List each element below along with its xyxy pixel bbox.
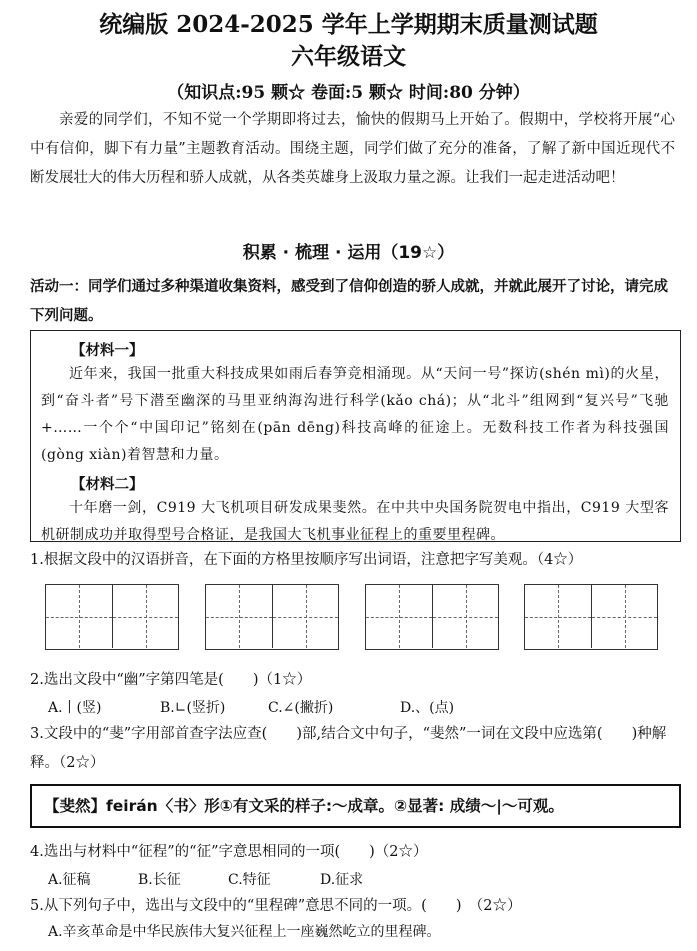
option-b[interactable]: B.长征: [138, 872, 181, 888]
question-2-options: [48, 694, 454, 723]
activity-one: 活动一：同学们通过多种渠道收集资料，感受到了信仰创造的骄人成就，并就此展开了讨论，请完成下列问题。: [30, 278, 668, 324]
question-2: 2.选出文段中“幽”字第四笔是( )（1☆）: [30, 672, 312, 688]
option-c[interactable]: C.∠(撇折): [268, 700, 334, 716]
option-a[interactable]: A.征稿: [48, 872, 91, 888]
section-title: 积累 · 梳理 · 运用（19☆）: [242, 243, 455, 263]
grid-cell[interactable]: [272, 585, 338, 648]
option-d[interactable]: D.、(点): [400, 700, 455, 716]
option-d[interactable]: D.征求: [320, 872, 364, 888]
question-1: 1.根据文段中的汉语拼音，在下面的方格里按顺序写出词语，注意把字写美观。（4☆）: [30, 552, 583, 568]
answer-grid-1[interactable]: [45, 584, 179, 650]
option-c[interactable]: C.特征: [228, 872, 271, 888]
exam-title: 统编版 2024-2025 学年上学期期末质量测试题: [99, 11, 598, 38]
exam-meta: （知识点:95 颗☆ 卷面:5 颗☆ 时间:80 分钟）: [167, 83, 530, 103]
answer-grid-3[interactable]: [365, 584, 499, 650]
question-3: 3.文段中的“斐”字用部首查字法应查( )部,结合文中句子，“斐然”一词在文段中应选第( )种解释。（2☆）: [30, 726, 667, 771]
grid-cell[interactable]: [206, 585, 272, 648]
dictionary-entry-box: 【斐然】feirán〈书〉形①有文采的样子:～成章。②显著: 成绩～|～可观。: [30, 784, 681, 828]
grid-cell[interactable]: [432, 585, 498, 648]
intro-paragraph: 亲爱的同学们，不知不觉一个学期即将过去，愉快的假期马上开始了。假期中，学校将开展“心中有信仰，脚下有力量”主题教育活动。围绕主题，同学们做了充分的准备，了解了新中国近现代不断发展壮大的伟大历程和骄人成就，从各类英雄身上汲取力量之源。让我们一起走进活动吧！: [30, 112, 675, 186]
material-two-heading: 【材料二】: [71, 476, 144, 493]
option-a[interactable]: A.丨(竖): [48, 700, 102, 716]
option-b[interactable]: B.∟(竖折): [160, 700, 226, 716]
material-one-text: 近年来，我国一批重大科技成果如雨后春笋竞相涌现。从“天问一号”探访(shén mì)的火星，到“奋斗者”号下潜至幽深的马里亚纳海沟进行科学(kǎo chá)；从“北斗”组网到“复兴号”飞驰+……一个个“中国印记”铭刻在(pān dēng)科技高峰的征途上。无数科技工作者为科技强国(gòng xiàn)着智慧和力量。: [41, 366, 669, 463]
question-5: 5.从下列句子中，选出与文段中的“里程碑”意思不同的一项。( ) （2☆）: [30, 898, 522, 914]
grid-cell[interactable]: [525, 585, 591, 648]
answer-grid-4[interactable]: [524, 584, 658, 650]
grid-cell[interactable]: [112, 585, 178, 648]
material-one-heading: 【材料一】: [71, 342, 144, 359]
question-5-option-a[interactable]: A.辛亥革命是中华民族伟大复兴征程上一座巍然屹立的里程碑。: [48, 924, 441, 940]
question-4-options: [48, 866, 363, 895]
answer-grid-2[interactable]: [205, 584, 339, 650]
grid-cell[interactable]: [591, 585, 657, 648]
grid-cell[interactable]: [46, 585, 112, 648]
exam-subtitle: 六年级语文: [291, 43, 406, 70]
grid-cell[interactable]: [366, 585, 432, 648]
question-4: 4.选出与材料中“征程”的“征”字意思相同的一项( )（2☆）: [30, 844, 428, 860]
material-two-text: 十年磨一剑，C919 大飞机项目研发成果斐然。在中共中央国务院贺电中指出，C919 大型客机研制成功并取得型号合格证，是我国大飞机事业征程上的重要里程碑。: [41, 500, 669, 543]
materials-box: [30, 330, 681, 542]
